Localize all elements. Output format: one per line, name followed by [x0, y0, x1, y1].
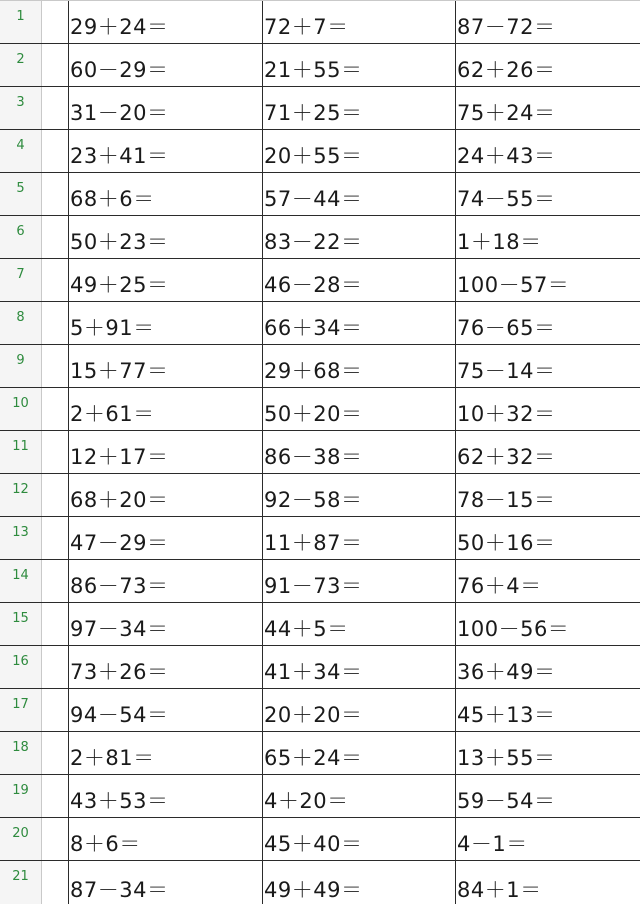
- problem-cell[interactable]: 49＋49＝: [263, 861, 456, 904]
- table-row: [0, 861, 640, 904]
- row-header[interactable]: 18: [0, 732, 42, 774]
- problem-cell[interactable]: 94－54＝: [69, 689, 263, 731]
- problem-cell[interactable]: 2＋61＝: [69, 388, 263, 430]
- problem-cell[interactable]: 87－72＝: [457, 15, 556, 39]
- problem-cell[interactable]: 72＋7＝: [263, 1, 456, 43]
- empty-cell[interactable]: [42, 517, 69, 559]
- table-row: [0, 302, 640, 345]
- row-header[interactable]: 15: [0, 603, 42, 645]
- problem-cell[interactable]: 29＋24＝: [69, 1, 263, 43]
- row-header[interactable]: 16: [0, 646, 42, 688]
- problem-cell[interactable]: 41＋34＝: [263, 646, 456, 688]
- row-header[interactable]: 12: [0, 474, 42, 516]
- table-row: [0, 173, 640, 216]
- row-header[interactable]: 19: [0, 775, 42, 817]
- table-row: [0, 775, 640, 818]
- table-row: [0, 87, 640, 130]
- empty-cell[interactable]: [42, 732, 69, 774]
- problem-cell[interactable]: 57－44＝: [263, 173, 456, 215]
- row-header[interactable]: 11: [0, 431, 42, 473]
- empty-cell[interactable]: [42, 431, 69, 473]
- table-row: [0, 44, 640, 87]
- problem-cell[interactable]: 47－29＝: [69, 517, 263, 559]
- problem-cell[interactable]: 60－29＝: [69, 44, 263, 86]
- table-row: [0, 431, 640, 474]
- empty-cell[interactable]: [42, 560, 69, 602]
- problem-cell[interactable]: 74－55＝: [457, 187, 556, 211]
- table-row: [0, 818, 640, 861]
- empty-cell[interactable]: [42, 818, 69, 860]
- problem-cell[interactable]: 50＋16＝: [457, 531, 556, 555]
- table-row: [0, 603, 640, 646]
- problem-cell[interactable]: 29＋68＝: [263, 345, 456, 387]
- empty-cell[interactable]: [42, 603, 69, 645]
- problem-cell[interactable]: 92－58＝: [263, 474, 456, 516]
- problem-cell[interactable]: 68＋6＝: [69, 173, 263, 215]
- table-row: [0, 646, 640, 689]
- problem-cell[interactable]: 87－34＝: [69, 861, 263, 904]
- row-header[interactable]: 5: [0, 173, 42, 215]
- problem-cell[interactable]: 31－20＝: [69, 87, 263, 129]
- problem-cell[interactable]: 43＋53＝: [69, 775, 263, 817]
- row-header[interactable]: 10: [0, 388, 42, 430]
- problem-cell[interactable]: 75＋24＝: [457, 101, 556, 125]
- row-header[interactable]: 6: [0, 216, 42, 258]
- row-header[interactable]: 7: [0, 259, 42, 301]
- problem-cell[interactable]: 46－28＝: [263, 259, 456, 301]
- problem-cell[interactable]: 15＋77＝: [69, 345, 263, 387]
- problem-cell[interactable]: 65＋24＝: [263, 732, 456, 774]
- table-row: [0, 474, 640, 517]
- empty-cell[interactable]: [42, 388, 69, 430]
- empty-cell[interactable]: [42, 44, 69, 86]
- problem-cell[interactable]: 4＋20＝: [263, 775, 456, 817]
- row-header[interactable]: 21: [0, 861, 42, 904]
- empty-cell[interactable]: [42, 775, 69, 817]
- empty-cell[interactable]: [42, 302, 69, 344]
- empty-cell[interactable]: [42, 259, 69, 301]
- problem-cell[interactable]: 76－65＝: [457, 316, 556, 340]
- empty-cell[interactable]: [42, 646, 69, 688]
- problem-cell[interactable]: 71＋25＝: [263, 87, 456, 129]
- empty-cell[interactable]: [42, 1, 69, 43]
- problem-cell[interactable]: 2＋81＝: [69, 732, 263, 774]
- table-row: [0, 259, 640, 302]
- table-row: [0, 517, 640, 560]
- problem-cell[interactable]: 78－15＝: [457, 488, 556, 512]
- row-header[interactable]: 8: [0, 302, 42, 344]
- problem-cell[interactable]: 59－54＝: [457, 789, 556, 813]
- table-row: [0, 560, 640, 603]
- problem-cell[interactable]: 45＋13＝: [457, 703, 556, 727]
- empty-cell[interactable]: [42, 861, 69, 904]
- problem-cell[interactable]: 66＋34＝: [263, 302, 456, 344]
- empty-cell[interactable]: [42, 345, 69, 387]
- problem-cell[interactable]: 86－38＝: [263, 431, 456, 473]
- problem-cell[interactable]: 13＋55＝: [457, 746, 556, 770]
- row-header[interactable]: 14: [0, 560, 42, 602]
- row-header[interactable]: 17: [0, 689, 42, 731]
- problem-cell[interactable]: 20＋20＝: [263, 689, 456, 731]
- table-row: [0, 345, 640, 388]
- problem-cell[interactable]: 24＋43＝: [457, 144, 556, 168]
- empty-cell[interactable]: [42, 689, 69, 731]
- row-header[interactable]: 20: [0, 818, 42, 860]
- problem-cell[interactable]: 5＋91＝: [69, 302, 263, 344]
- empty-cell[interactable]: [42, 216, 69, 258]
- row-header[interactable]: 13: [0, 517, 42, 559]
- table-row: [0, 216, 640, 259]
- problem-cell[interactable]: 23＋41＝: [69, 130, 263, 172]
- table-row: [0, 689, 640, 732]
- problem-cell[interactable]: 86－73＝: [69, 560, 263, 602]
- problem-cell[interactable]: 73＋26＝: [69, 646, 263, 688]
- problem-cell[interactable]: 36＋49＝: [457, 660, 556, 684]
- empty-cell[interactable]: [42, 130, 69, 172]
- row-header[interactable]: 1: [0, 1, 42, 43]
- problem-cell[interactable]: 49＋25＝: [69, 259, 263, 301]
- table-row: [0, 388, 640, 431]
- problem-cell[interactable]: 83－22＝: [263, 216, 456, 258]
- problem-cell[interactable]: 97－34＝: [69, 603, 263, 645]
- problem-cell[interactable]: 100－57＝: [457, 273, 570, 297]
- problem-cell[interactable]: 21＋55＝: [263, 44, 456, 86]
- problem-cell[interactable]: 50＋23＝: [69, 216, 263, 258]
- problem-cell[interactable]: 75－14＝: [457, 359, 556, 383]
- problem-cell[interactable]: 100－56＝: [457, 617, 570, 641]
- problem-cell[interactable]: 8＋6＝: [69, 818, 263, 860]
- row-header[interactable]: 4: [0, 130, 42, 172]
- problem-cell[interactable]: 68＋20＝: [69, 474, 263, 516]
- problem-cell[interactable]: 76＋4＝: [457, 574, 542, 598]
- row-header[interactable]: 9: [0, 345, 42, 387]
- problem-cell[interactable]: 20＋55＝: [263, 130, 456, 172]
- problem-cell[interactable]: 62＋26＝: [457, 58, 556, 82]
- empty-cell[interactable]: [42, 87, 69, 129]
- problem-cell[interactable]: 91－73＝: [263, 560, 456, 602]
- table-row: [0, 1, 640, 44]
- problem-cell[interactable]: 1＋18＝: [457, 230, 542, 254]
- empty-cell[interactable]: [42, 173, 69, 215]
- problem-cell[interactable]: 44＋5＝: [263, 603, 456, 645]
- row-header[interactable]: 3: [0, 87, 42, 129]
- empty-cell[interactable]: [42, 474, 69, 516]
- problem-cell[interactable]: 10＋32＝: [457, 402, 556, 426]
- row-header[interactable]: 2: [0, 44, 42, 86]
- problem-cell[interactable]: 45＋40＝: [263, 818, 456, 860]
- problem-cell[interactable]: 11＋87＝: [263, 517, 456, 559]
- problem-cell[interactable]: 50＋20＝: [263, 388, 456, 430]
- problem-cell[interactable]: 4－1＝: [457, 832, 528, 856]
- table-row: [0, 130, 640, 173]
- problem-cell[interactable]: 84＋1＝: [457, 878, 542, 902]
- problem-cell[interactable]: 62＋32＝: [457, 445, 556, 469]
- problem-cell[interactable]: 12＋17＝: [69, 431, 263, 473]
- table-row: [0, 732, 640, 775]
